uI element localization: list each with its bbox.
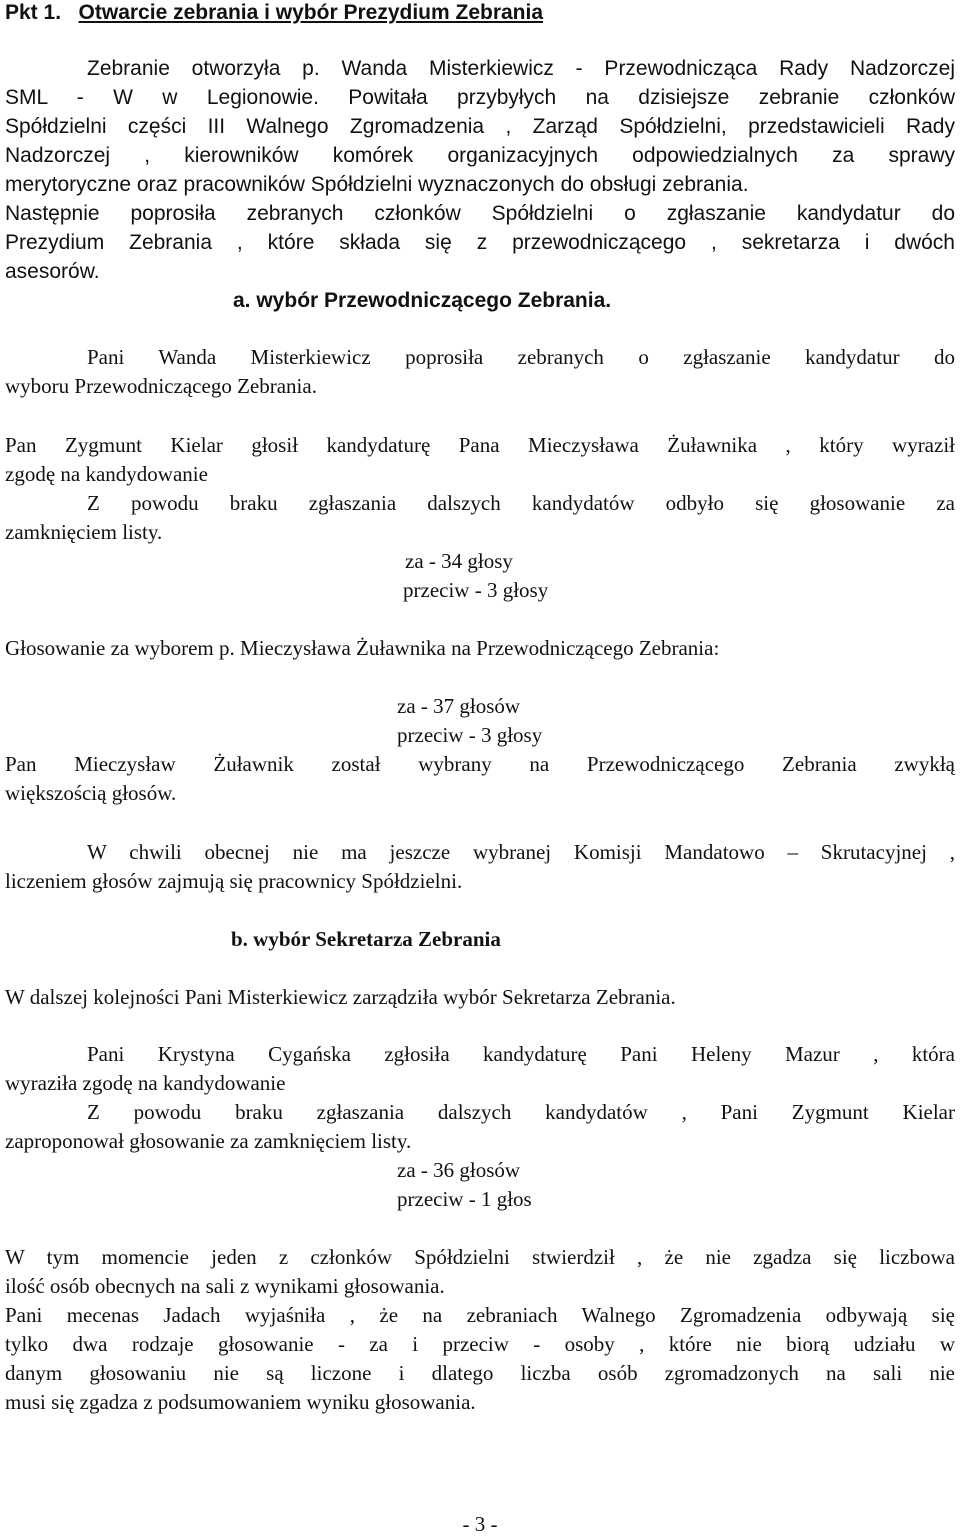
paragraph-line: liczeniem głosów zajmują się pracownicy Spółdzielni. bbox=[5, 869, 463, 893]
section-a-title: a. wybór Przewodniczącego Zebrania. bbox=[233, 289, 612, 312]
paragraph-line: ilość osób obecnych na sali z wynikami głosowania. bbox=[5, 1274, 445, 1298]
section-heading bbox=[5, 0, 955, 27]
paragraph-line: wyraziła zgodę na kandydowanie bbox=[5, 1071, 286, 1095]
intro-line: asesorów. bbox=[5, 260, 100, 283]
intro-line: Spółdzielni części III Walnego Zgromadzenia , Zarząd Spółdzielni, przedstawicieli Rady bbox=[5, 115, 955, 138]
vote-for: za - 34 głosy bbox=[405, 549, 513, 573]
paragraph-line: zgodę na kandydowanie bbox=[5, 462, 208, 486]
paragraph-line: większością głosów. bbox=[5, 781, 177, 805]
paragraph-line: wyboru Przewodniczącego Zebrania. bbox=[5, 374, 317, 398]
intro-line: merytoryczne oraz pracowników Spółdzielni wyznaczonych do obsługi zebrania. bbox=[5, 173, 749, 196]
vote-for: za - 36 głosów bbox=[397, 1158, 521, 1182]
paragraph-line: Pan Zygmunt Kielar głosił kandydaturę Pana Mieczysława Żuławnika , który wyraził bbox=[5, 433, 955, 457]
intro-line: Nadzorczej , kierowników komórek organizacyjnych odpowiedzialnych za sprawy bbox=[5, 144, 955, 167]
paragraph-line: danym głosowaniu nie są liczone i dlatego liczba osób zgromadzonych na sali nie bbox=[5, 1361, 955, 1385]
intro-line: Zebranie otworzyła p. Wanda Misterkiewicz - Przewodnicząca Rady Nadzorczej bbox=[87, 57, 955, 80]
vote-against: przeciw - 3 głosy bbox=[403, 578, 549, 602]
vote-against: przeciw - 1 głos bbox=[397, 1187, 532, 1211]
paragraph-line: Pani Krystyna Cygańska zgłosiła kandydaturę Pani Heleny Mazur , która bbox=[87, 1042, 955, 1066]
vote-for: za - 37 głosów bbox=[397, 694, 521, 718]
paragraph-line: zaproponował głosowanie za zamknięciem listy. bbox=[5, 1129, 412, 1153]
paragraph-line: Głosowanie za wyborem p. Mieczysława Żuławnika na Przewodniczącego Zebrania: bbox=[5, 636, 720, 660]
intro-line: SML - W w Legionowie. Powitała przybyłych na dzisiejsze zebranie członków bbox=[5, 86, 955, 109]
paragraph-line: musi się zgadza z podsumowaniem wyniku głosowania. bbox=[5, 1390, 476, 1414]
paragraph-line: Pani mecenas Jadach wyjaśniła , że na zebraniach Walnego Zgromadzenia odbywają się bbox=[5, 1303, 955, 1327]
heading-title: Otwarcie zebrania i wybór Prezydium Zebrania bbox=[78, 1, 544, 24]
paragraph-line: zamknięciem listy. bbox=[5, 520, 163, 544]
paragraph-line: W tym momencie jeden z członków Spółdzielni stwierdził , że nie zgadza się liczbowa bbox=[5, 1245, 955, 1269]
paragraph-line: tylko dwa rodzaje głosowanie - za i przeciw - osoby , które nie biorą udziału w bbox=[5, 1332, 955, 1356]
section-b-title: b. wybór Sekretarza Zebrania bbox=[231, 927, 501, 951]
paragraph-line: Pani Wanda Misterkiewicz poprosiła zebranych o zgłaszanie kandydatur do bbox=[87, 345, 955, 369]
paragraph-line: W dalszej kolejności Pani Misterkiewicz zarządziła wybór Sekretarza Zebrania. bbox=[5, 985, 676, 1009]
paragraph-line: W chwili obecnej nie ma jeszcze wybranej Komisji Mandatowo – Skrutacyjnej , bbox=[87, 840, 955, 864]
paragraph-line: Z powodu braku zgłaszania dalszych kandydatów odbyło się głosowanie za bbox=[87, 491, 955, 515]
paragraph-line: Z powodu braku zgłaszania dalszych kandydatów , Pani Zygmunt Kielar bbox=[87, 1100, 955, 1124]
intro-line: Następnie poprosiła zebranych członków Spółdzielni o zgłaszanie kandydatur do bbox=[5, 202, 955, 225]
vote-against: przeciw - 3 głosy bbox=[397, 723, 543, 747]
paragraph-line: Pan Mieczysław Żuławnik został wybrany na Przewodniczącego Zebrania zwykłą bbox=[5, 752, 955, 776]
heading-number: Pkt 1. bbox=[5, 1, 62, 24]
intro-line: Prezydium Zebrania , które składa się z przewodniczącego , sekretarza i dwóch bbox=[5, 231, 955, 254]
page-number: - 3 - bbox=[462, 1512, 498, 1536]
